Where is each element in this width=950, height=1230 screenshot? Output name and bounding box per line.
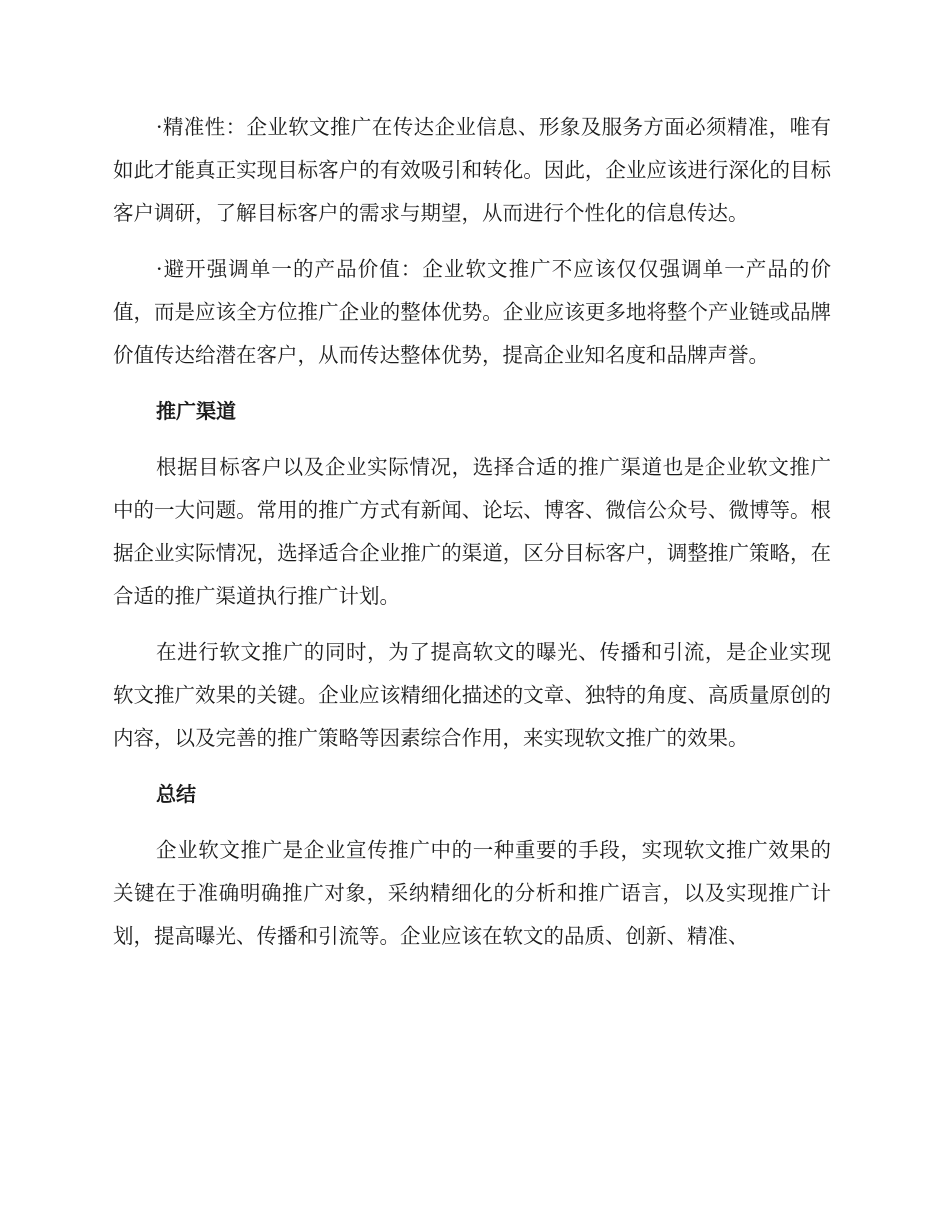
section-heading-channels: 推广渠道 (156, 399, 236, 423)
document-page (113, 106, 831, 971)
paragraph-summary: 企业软文推广是企业宣传推广中的一种重要的手段，实现软文推广效果的关键在于准确明确推广对象，采纳精细化的分析和推广语言，以及实现推广计划，提高曝光、传播和引流等。企业应该在软文的品质、创新、精准、 (113, 838, 831, 948)
paragraph-exposure: 在进行软文推广的同时，为了提高软文的曝光、传播和引流，是企业实现软文推广效果的关键。企业应该精细化描述的文章、独特的角度、高质量原创的内容，以及完善的推广策略等因素综合作用，来实现软文推广的效果。 (113, 640, 831, 750)
paragraph-channels: 根据目标客户以及企业实际情况，选择合适的推广渠道也是企业软文推广中的一大问题。常用的推广方式有新闻、论坛、博客、微信公众号、微博等。根据企业实际情况，选择适合企业推广的渠道，区分目标客户，调整推广策略，在合适的推广渠道执行推广计划。 (113, 455, 831, 608)
section-heading-summary: 总结 (156, 782, 196, 806)
paragraph-precision: ·精准性：企业软文推广在传达企业信息、形象及服务方面必须精准，唯有如此才能真正实现目标客户的有效吸引和转化。因此，企业应该进行深化的目标客户调研，了解目标客户的需求与期望，从而进行个性化的信息传达。 (113, 115, 831, 225)
paragraph-overall-value: ·避开强调单一的产品价值：企业软文推广不应该仅仅强调单一产品的价值，而是应该全方位推广企业的整体优势。企业应该更多地将整个产业链或品牌价值传达给潜在客户，从而传达整体优势，提高企业知名度和品牌声誉。 (113, 257, 831, 367)
